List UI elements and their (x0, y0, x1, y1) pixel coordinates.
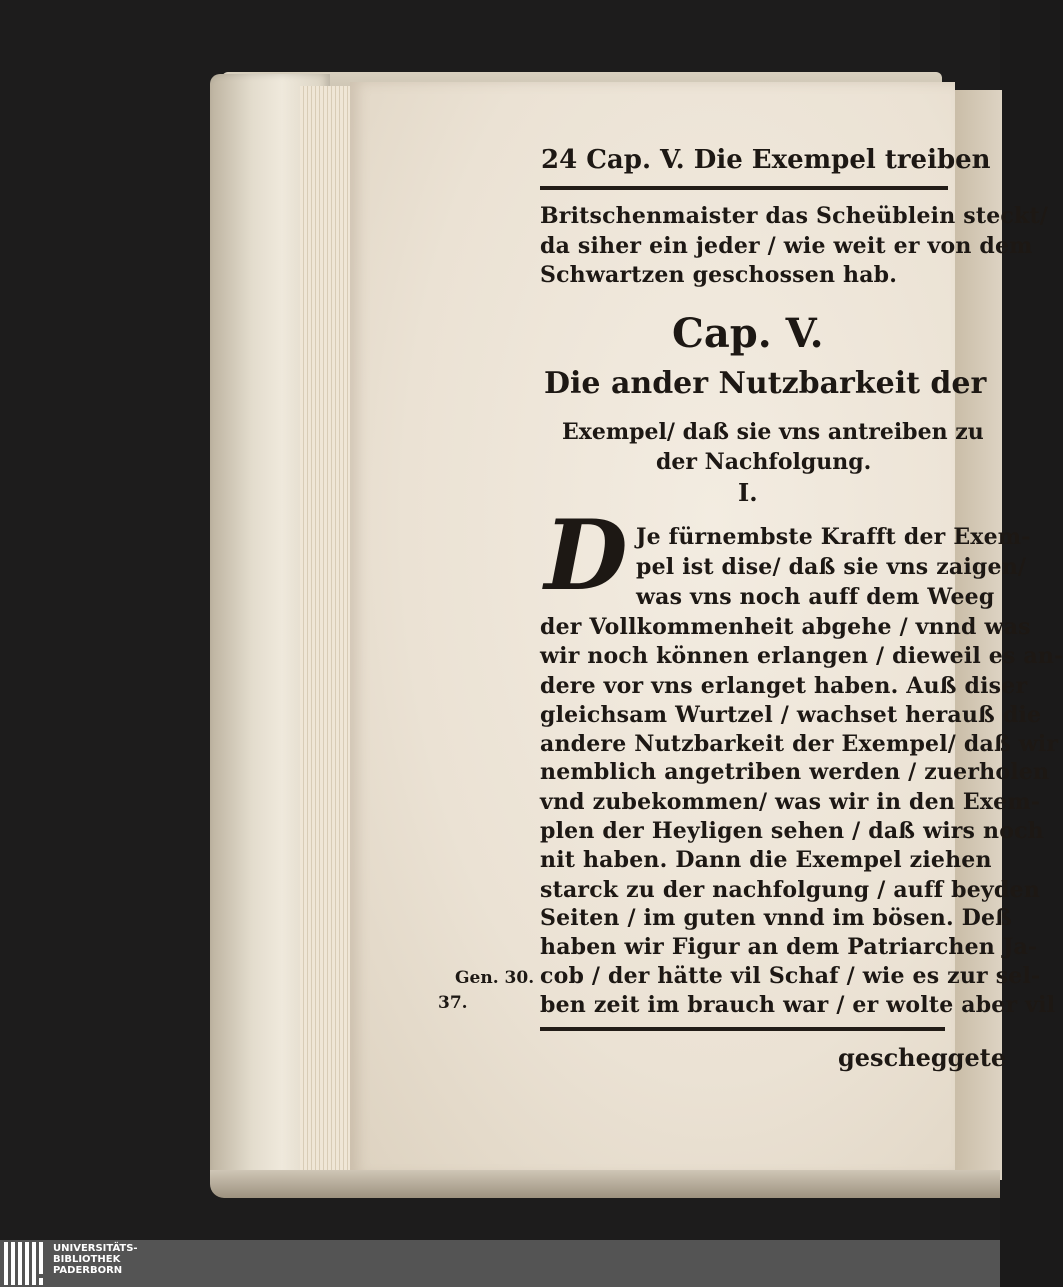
carryover-line: Britschenmaister das Scheüblein steckt/ (540, 203, 1049, 229)
section-number: I. (738, 478, 758, 507)
running-head: 24 Cap. V. Die Exempel treiben (541, 145, 991, 175)
body-line: cob / der hätte vil Schaf / wie es zur sel- (540, 963, 1041, 989)
body-line: pel ist dise/ daß sie vns zaigen/ (636, 554, 1027, 580)
body-line: vnd zubekommen/ was wir in den Exem- (540, 789, 1041, 815)
library-name-line: BIBLIOTHEK (53, 1254, 121, 1265)
body-line: Je fürnembste Krafft der Exem- (636, 524, 1031, 550)
drop-cap: D (544, 499, 628, 612)
body-line: der Vollkommenheit abgehe / vnnd was (540, 614, 1031, 640)
header-rule (540, 186, 948, 190)
body-line: dere vor vns erlanget haben. Auß diser (540, 673, 1028, 699)
carryover-line: Schwartzen geschossen hab. (540, 262, 898, 288)
chapter-number: Cap. V. (672, 310, 824, 357)
body-line: plen der Heyligen sehen / daß wirs noch (540, 818, 1044, 844)
body-line: ben zeit im brauch war / er wolte aber vil (540, 992, 1056, 1018)
body-line: starck zu der nachfolgung / auff beyden (540, 877, 1040, 903)
body-line: Seiten / im guten vnnd im bösen. Deß (540, 905, 1013, 931)
book-bottom-edge (210, 1170, 1000, 1198)
body-line: was vns noch auff dem Weeg (636, 584, 995, 610)
catchword: gescheggete (838, 1043, 1007, 1072)
chapter-title-line: der Nachfolgung. (656, 449, 872, 475)
body-line: andere Nutzbarkeit der Exempel/ daß wir (540, 731, 1059, 757)
body-line: haben wir Figur an dem Patriarchen Ja- (540, 934, 1038, 960)
library-footer-bar (0, 1240, 1000, 1287)
library-name-line: UNIVERSITÄTS- (53, 1243, 138, 1254)
library-name-line: PADERBORN (53, 1265, 123, 1276)
chapter-title-line: Exempel/ daß sie vns antreiben zu (562, 419, 984, 445)
footer-rule (540, 1027, 945, 1031)
body-line: gleichsam Wurtzel / wachset herauß die (540, 702, 1042, 728)
margin-note: Gen. 30. (455, 968, 535, 988)
margin-note: 37. (438, 993, 468, 1013)
body-line: nit haben. Dann die Exempel ziehen (540, 847, 992, 873)
chapter-title-line: Die ander Nutzbarkeit der (544, 366, 987, 401)
body-line: wir noch können erlangen / dieweil es an- (540, 643, 1063, 669)
carryover-line: da siher ein jeder / wie weit er von dem (540, 233, 1033, 259)
body-line: nemblich angetriben werden / zuerholen (540, 759, 1050, 785)
library-logo-icon (4, 1242, 48, 1285)
